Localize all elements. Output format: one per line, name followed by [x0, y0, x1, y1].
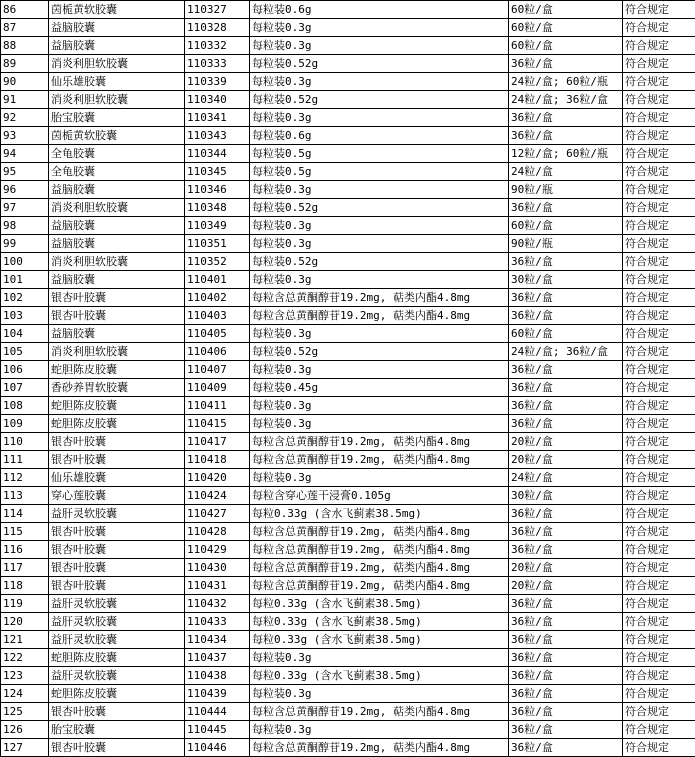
row-number-cell: 119 [1, 595, 49, 613]
table-row [1, 289, 695, 307]
product-name-cell: 蛇胆陈皮胶囊 [49, 361, 185, 379]
result-cell: 符合规定 [623, 289, 695, 307]
product-name-cell: 益脑胶囊 [49, 235, 185, 253]
table-row [1, 55, 695, 73]
row-number-cell: 110 [1, 433, 49, 451]
package-cell: 20粒/盒 [509, 577, 623, 595]
specification-cell: 每粒装0.5g [250, 145, 509, 163]
batch-number-cell: 110415 [185, 415, 250, 433]
result-cell: 符合规定 [623, 433, 695, 451]
product-name-cell: 银杏叶胶囊 [49, 307, 185, 325]
package-cell: 36粒/盒 [509, 109, 623, 127]
result-cell: 符合规定 [623, 379, 695, 397]
package-cell: 36粒/盒 [509, 685, 623, 703]
batch-number-cell: 110332 [185, 37, 250, 55]
package-cell: 36粒/盒 [509, 649, 623, 667]
table-row [1, 181, 695, 199]
batch-number-cell: 110406 [185, 343, 250, 361]
table-row [1, 541, 695, 559]
package-cell: 24粒/盒; 36粒/盒 [509, 343, 623, 361]
table-row [1, 235, 695, 253]
table-row [1, 73, 695, 91]
specification-cell: 每粒含总黄酮醇苷19.2mg, 萜类内酯4.8mg [250, 703, 509, 721]
specification-cell: 每粒装0.3g [250, 361, 509, 379]
batch-number-cell: 110427 [185, 505, 250, 523]
batch-number-cell: 110439 [185, 685, 250, 703]
specification-cell: 每粒装0.3g [250, 109, 509, 127]
table-row [1, 109, 695, 127]
product-name-cell: 益肝灵软胶囊 [49, 613, 185, 631]
product-name-cell: 益肝灵软胶囊 [49, 631, 185, 649]
batch-number-cell: 110343 [185, 127, 250, 145]
specification-cell: 每粒装0.3g [250, 415, 509, 433]
table-row [1, 613, 695, 631]
batch-number-cell: 110433 [185, 613, 250, 631]
batch-number-cell: 110352 [185, 253, 250, 271]
product-name-cell: 益脑胶囊 [49, 325, 185, 343]
specification-cell: 每粒装0.52g [250, 91, 509, 109]
row-number-cell: 118 [1, 577, 49, 595]
package-cell: 36粒/盒 [509, 127, 623, 145]
table-row [1, 37, 695, 55]
table-row [1, 415, 695, 433]
product-name-cell: 消炎利胆软胶囊 [49, 343, 185, 361]
result-cell: 符合规定 [623, 685, 695, 703]
product-name-cell: 银杏叶胶囊 [49, 289, 185, 307]
row-number-cell: 105 [1, 343, 49, 361]
product-name-cell: 消炎利胆软胶囊 [49, 199, 185, 217]
result-cell: 符合规定 [623, 1, 695, 19]
table-row [1, 433, 695, 451]
specification-cell: 每粒0.33g (含水飞蓟素38.5mg) [250, 505, 509, 523]
package-cell: 36粒/盒 [509, 199, 623, 217]
specification-cell: 每粒含总黄酮醇苷19.2mg, 萜类内酯4.8mg [250, 307, 509, 325]
specification-cell: 每粒含总黄酮醇苷19.2mg, 萜类内酯4.8mg [250, 451, 509, 469]
table-row [1, 271, 695, 289]
result-cell: 符合规定 [623, 55, 695, 73]
row-number-cell: 108 [1, 397, 49, 415]
specification-cell: 每粒装0.6g [250, 127, 509, 145]
product-name-cell: 穿心莲胶囊 [49, 487, 185, 505]
table-row [1, 505, 695, 523]
table-row [1, 703, 695, 721]
specification-cell: 每粒装0.3g [250, 181, 509, 199]
table-row [1, 397, 695, 415]
specification-cell: 每粒含总黄酮醇苷19.2mg, 萜类内酯4.8mg [250, 559, 509, 577]
batch-number-cell: 110437 [185, 649, 250, 667]
batch-number-cell: 110344 [185, 145, 250, 163]
product-name-cell: 益脑胶囊 [49, 181, 185, 199]
table-row [1, 253, 695, 271]
package-cell: 60粒/盒 [509, 19, 623, 37]
package-cell: 36粒/盒 [509, 523, 623, 541]
row-number-cell: 115 [1, 523, 49, 541]
row-number-cell: 120 [1, 613, 49, 631]
product-name-cell: 银杏叶胶囊 [49, 559, 185, 577]
batch-number-cell: 110446 [185, 739, 250, 757]
result-cell: 符合规定 [623, 37, 695, 55]
package-cell: 36粒/盒 [509, 379, 623, 397]
result-cell: 符合规定 [623, 703, 695, 721]
batch-number-cell: 110345 [185, 163, 250, 181]
batch-number-cell: 110405 [185, 325, 250, 343]
product-name-cell: 益肝灵软胶囊 [49, 505, 185, 523]
batch-number-cell: 110428 [185, 523, 250, 541]
package-cell: 60粒/盒 [509, 37, 623, 55]
table-row [1, 217, 695, 235]
package-cell: 36粒/盒 [509, 631, 623, 649]
table-row [1, 469, 695, 487]
package-cell: 24粒/盒; 36粒/盒 [509, 91, 623, 109]
table-row [1, 163, 695, 181]
specification-cell: 每粒含总黄酮醇苷19.2mg, 萜类内酯4.8mg [250, 523, 509, 541]
batch-number-cell: 110424 [185, 487, 250, 505]
row-number-cell: 106 [1, 361, 49, 379]
specification-cell: 每粒装0.3g [250, 271, 509, 289]
package-cell: 36粒/盒 [509, 505, 623, 523]
batch-number-cell: 110402 [185, 289, 250, 307]
product-name-cell: 益脑胶囊 [49, 19, 185, 37]
result-cell: 符合规定 [623, 523, 695, 541]
product-name-cell: 银杏叶胶囊 [49, 739, 185, 757]
batch-number-cell: 110434 [185, 631, 250, 649]
row-number-cell: 122 [1, 649, 49, 667]
specification-cell: 每粒含总黄酮醇苷19.2mg, 萜类内酯4.8mg [250, 541, 509, 559]
product-name-cell: 消炎利胆软胶囊 [49, 253, 185, 271]
product-name-cell: 香砂养胃软胶囊 [49, 379, 185, 397]
product-name-cell: 消炎利胆软胶囊 [49, 91, 185, 109]
specification-cell: 每粒装0.52g [250, 343, 509, 361]
package-cell: 90粒/瓶 [509, 181, 623, 199]
table-row [1, 343, 695, 361]
row-number-cell: 104 [1, 325, 49, 343]
package-cell: 36粒/盒 [509, 361, 623, 379]
product-name-cell: 银杏叶胶囊 [49, 523, 185, 541]
package-cell: 12粒/盒; 60粒/瓶 [509, 145, 623, 163]
row-number-cell: 90 [1, 73, 49, 91]
package-cell: 36粒/盒 [509, 289, 623, 307]
batch-number-cell: 110348 [185, 199, 250, 217]
result-cell: 符合规定 [623, 307, 695, 325]
batch-number-cell: 110349 [185, 217, 250, 235]
table-row [1, 145, 695, 163]
product-name-cell: 益脑胶囊 [49, 217, 185, 235]
row-number-cell: 111 [1, 451, 49, 469]
row-number-cell: 92 [1, 109, 49, 127]
result-cell: 符合规定 [623, 163, 695, 181]
product-name-cell: 蛇胆陈皮胶囊 [49, 415, 185, 433]
result-cell: 符合规定 [623, 721, 695, 739]
row-number-cell: 93 [1, 127, 49, 145]
package-cell: 20粒/盒 [509, 433, 623, 451]
table-row [1, 523, 695, 541]
specification-cell: 每粒装0.52g [250, 253, 509, 271]
result-cell: 符合规定 [623, 505, 695, 523]
package-cell: 36粒/盒 [509, 613, 623, 631]
table-row [1, 631, 695, 649]
batch-number-cell: 110429 [185, 541, 250, 559]
product-name-cell: 茵栀黄软胶囊 [49, 1, 185, 19]
batch-number-cell: 110438 [185, 667, 250, 685]
row-number-cell: 102 [1, 289, 49, 307]
specification-cell: 每粒装0.3g [250, 721, 509, 739]
result-cell: 符合规定 [623, 19, 695, 37]
result-cell: 符合规定 [623, 145, 695, 163]
result-cell: 符合规定 [623, 73, 695, 91]
specification-cell: 每粒装0.5g [250, 163, 509, 181]
specification-cell: 每粒装0.3g [250, 235, 509, 253]
row-number-cell: 97 [1, 199, 49, 217]
product-name-cell: 胎宝胶囊 [49, 109, 185, 127]
package-cell: 36粒/盒 [509, 397, 623, 415]
specification-cell: 每粒装0.3g [250, 469, 509, 487]
result-cell: 符合规定 [623, 199, 695, 217]
result-cell: 符合规定 [623, 487, 695, 505]
package-cell: 24粒/盒; 60粒/瓶 [509, 73, 623, 91]
table-row [1, 577, 695, 595]
table-row [1, 739, 695, 757]
result-cell: 符合规定 [623, 469, 695, 487]
batch-number-cell: 110431 [185, 577, 250, 595]
row-number-cell: 126 [1, 721, 49, 739]
product-name-cell: 银杏叶胶囊 [49, 703, 185, 721]
batch-number-cell: 110407 [185, 361, 250, 379]
product-name-cell: 茵栀黄软胶囊 [49, 127, 185, 145]
row-number-cell: 125 [1, 703, 49, 721]
result-cell: 符合规定 [623, 361, 695, 379]
specification-cell: 每粒含总黄酮醇苷19.2mg, 萜类内酯4.8mg [250, 577, 509, 595]
row-number-cell: 107 [1, 379, 49, 397]
table-row [1, 307, 695, 325]
result-cell: 符合规定 [623, 415, 695, 433]
row-number-cell: 100 [1, 253, 49, 271]
package-cell: 36粒/盒 [509, 541, 623, 559]
row-number-cell: 117 [1, 559, 49, 577]
package-cell: 20粒/盒 [509, 451, 623, 469]
specification-cell: 每粒装0.3g [250, 73, 509, 91]
result-cell: 符合规定 [623, 91, 695, 109]
row-number-cell: 89 [1, 55, 49, 73]
specification-cell: 每粒装0.3g [250, 19, 509, 37]
batch-number-cell: 110420 [185, 469, 250, 487]
result-cell: 符合规定 [623, 667, 695, 685]
row-number-cell: 114 [1, 505, 49, 523]
row-number-cell: 101 [1, 271, 49, 289]
batch-number-cell: 110418 [185, 451, 250, 469]
product-name-cell: 胎宝胶囊 [49, 721, 185, 739]
batch-number-cell: 110409 [185, 379, 250, 397]
result-cell: 符合规定 [623, 271, 695, 289]
batch-number-cell: 110340 [185, 91, 250, 109]
row-number-cell: 121 [1, 631, 49, 649]
row-number-cell: 124 [1, 685, 49, 703]
product-name-cell: 益脑胶囊 [49, 37, 185, 55]
package-cell: 30粒/盒 [509, 271, 623, 289]
batch-number-cell: 110430 [185, 559, 250, 577]
package-cell: 36粒/盒 [509, 595, 623, 613]
product-name-cell: 银杏叶胶囊 [49, 433, 185, 451]
batch-number-cell: 110327 [185, 1, 250, 19]
row-number-cell: 91 [1, 91, 49, 109]
result-cell: 符合规定 [623, 109, 695, 127]
product-name-cell: 银杏叶胶囊 [49, 451, 185, 469]
specification-cell: 每粒装0.52g [250, 199, 509, 217]
row-number-cell: 109 [1, 415, 49, 433]
product-name-cell: 蛇胆陈皮胶囊 [49, 649, 185, 667]
batch-number-cell: 110403 [185, 307, 250, 325]
result-cell: 符合规定 [623, 343, 695, 361]
specification-cell: 每粒装0.3g [250, 217, 509, 235]
package-cell: 36粒/盒 [509, 721, 623, 739]
batch-number-cell: 110417 [185, 433, 250, 451]
result-cell: 符合规定 [623, 577, 695, 595]
package-cell: 60粒/盒 [509, 1, 623, 19]
product-name-cell: 益脑胶囊 [49, 271, 185, 289]
row-number-cell: 113 [1, 487, 49, 505]
package-cell: 20粒/盒 [509, 559, 623, 577]
product-name-cell: 蛇胆陈皮胶囊 [49, 685, 185, 703]
table-row [1, 379, 695, 397]
table-row [1, 451, 695, 469]
row-number-cell: 94 [1, 145, 49, 163]
batch-number-cell: 110445 [185, 721, 250, 739]
table-row [1, 361, 695, 379]
specification-cell: 每粒0.33g (含水飞蓟素38.5mg) [250, 667, 509, 685]
product-name-cell: 仙乐雄胶囊 [49, 73, 185, 91]
table-row [1, 649, 695, 667]
table-row [1, 559, 695, 577]
result-cell: 符合规定 [623, 649, 695, 667]
row-number-cell: 99 [1, 235, 49, 253]
result-cell: 符合规定 [623, 325, 695, 343]
specification-cell: 每粒装0.52g [250, 55, 509, 73]
table-row [1, 19, 695, 37]
product-name-cell: 益肝灵软胶囊 [49, 595, 185, 613]
package-cell: 36粒/盒 [509, 667, 623, 685]
result-cell: 符合规定 [623, 595, 695, 613]
package-cell: 90粒/瓶 [509, 235, 623, 253]
product-name-cell: 银杏叶胶囊 [49, 541, 185, 559]
batch-number-cell: 110341 [185, 109, 250, 127]
specification-cell: 每粒含穿心莲干浸膏0.105g [250, 487, 509, 505]
table-row [1, 595, 695, 613]
specification-cell: 每粒0.33g (含水飞蓟素38.5mg) [250, 631, 509, 649]
product-name-cell: 银杏叶胶囊 [49, 577, 185, 595]
result-cell: 符合规定 [623, 217, 695, 235]
product-name-cell: 仙乐雄胶囊 [49, 469, 185, 487]
result-cell: 符合规定 [623, 631, 695, 649]
result-cell: 符合规定 [623, 559, 695, 577]
specification-cell: 每粒装0.3g [250, 649, 509, 667]
batch-number-cell: 110333 [185, 55, 250, 73]
result-cell: 符合规定 [623, 235, 695, 253]
row-number-cell: 112 [1, 469, 49, 487]
specification-cell: 每粒0.33g (含水飞蓟素38.5mg) [250, 595, 509, 613]
row-number-cell: 86 [1, 1, 49, 19]
batch-number-cell: 110411 [185, 397, 250, 415]
specification-cell: 每粒装0.3g [250, 37, 509, 55]
batch-number-cell: 110401 [185, 271, 250, 289]
package-cell: 60粒/盒 [509, 325, 623, 343]
row-number-cell: 103 [1, 307, 49, 325]
result-cell: 符合规定 [623, 181, 695, 199]
batch-number-cell: 110432 [185, 595, 250, 613]
table-row [1, 127, 695, 145]
row-number-cell: 127 [1, 739, 49, 757]
table-row [1, 685, 695, 703]
specification-cell: 每粒装0.3g [250, 325, 509, 343]
specification-cell: 每粒0.33g (含水飞蓟素38.5mg) [250, 613, 509, 631]
specification-cell: 每粒含总黄酮醇苷19.2mg, 萜类内酯4.8mg [250, 289, 509, 307]
specification-cell: 每粒装0.3g [250, 397, 509, 415]
result-cell: 符合规定 [623, 397, 695, 415]
package-cell: 30粒/盒 [509, 487, 623, 505]
table-row [1, 325, 695, 343]
result-cell: 符合规定 [623, 253, 695, 271]
package-cell: 24粒/盒 [509, 163, 623, 181]
package-cell: 36粒/盒 [509, 307, 623, 325]
specification-cell: 每粒含总黄酮醇苷19.2mg, 萜类内酯4.8mg [250, 433, 509, 451]
specification-cell: 每粒装0.45g [250, 379, 509, 397]
row-number-cell: 95 [1, 163, 49, 181]
specification-cell: 每粒装0.6g [250, 1, 509, 19]
table-row [1, 721, 695, 739]
table-row [1, 1, 695, 19]
package-cell: 36粒/盒 [509, 739, 623, 757]
package-cell: 60粒/盒 [509, 217, 623, 235]
result-cell: 符合规定 [623, 127, 695, 145]
table-body [1, 1, 695, 757]
row-number-cell: 96 [1, 181, 49, 199]
result-cell: 符合规定 [623, 613, 695, 631]
table-row [1, 199, 695, 217]
package-cell: 36粒/盒 [509, 415, 623, 433]
row-number-cell: 88 [1, 37, 49, 55]
batch-number-cell: 110346 [185, 181, 250, 199]
row-number-cell: 87 [1, 19, 49, 37]
table-row [1, 487, 695, 505]
table-row [1, 667, 695, 685]
table-row [1, 91, 695, 109]
specification-cell: 每粒含总黄酮醇苷19.2mg, 萜类内酯4.8mg [250, 739, 509, 757]
specification-cell: 每粒装0.3g [250, 685, 509, 703]
result-cell: 符合规定 [623, 451, 695, 469]
row-number-cell: 116 [1, 541, 49, 559]
product-name-cell: 全龟胶囊 [49, 163, 185, 181]
row-number-cell: 123 [1, 667, 49, 685]
row-number-cell: 98 [1, 217, 49, 235]
product-name-cell: 蛇胆陈皮胶囊 [49, 397, 185, 415]
batch-number-cell: 110444 [185, 703, 250, 721]
product-name-cell: 消炎利胆软胶囊 [49, 55, 185, 73]
package-cell: 36粒/盒 [509, 703, 623, 721]
package-cell: 36粒/盒 [509, 253, 623, 271]
result-cell: 符合规定 [623, 739, 695, 757]
product-name-cell: 全龟胶囊 [49, 145, 185, 163]
batch-number-cell: 110351 [185, 235, 250, 253]
batch-number-cell: 110328 [185, 19, 250, 37]
batch-number-cell: 110339 [185, 73, 250, 91]
result-cell: 符合规定 [623, 541, 695, 559]
package-cell: 24粒/盒 [509, 469, 623, 487]
product-name-cell: 益肝灵软胶囊 [49, 667, 185, 685]
package-cell: 36粒/盒 [509, 55, 623, 73]
